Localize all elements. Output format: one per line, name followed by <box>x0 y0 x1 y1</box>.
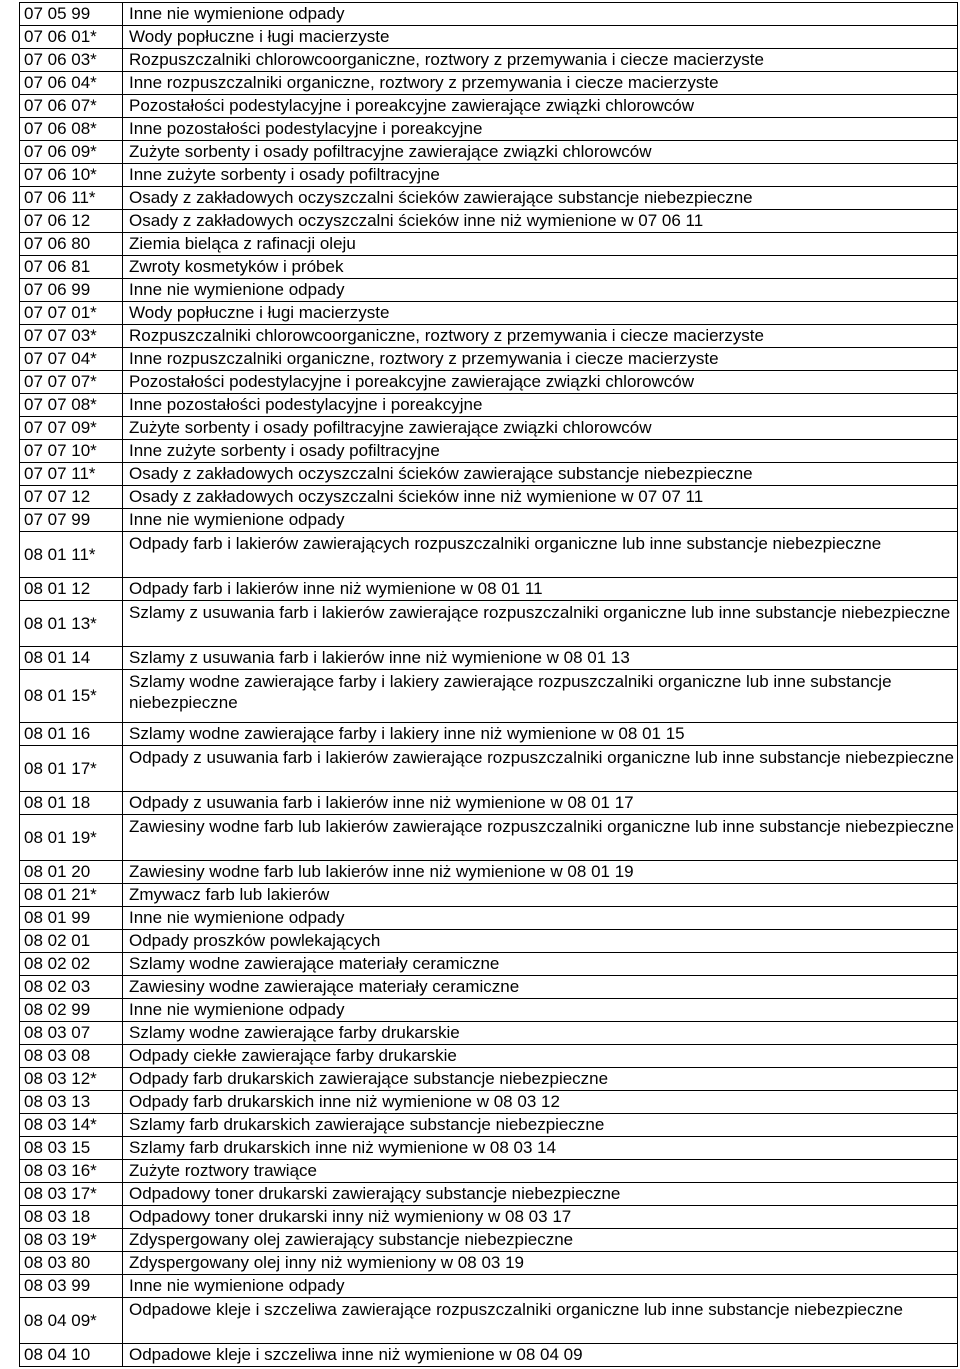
waste-description-cell: Zdyspergowany olej zawierający substancje niebezpieczne <box>123 1229 958 1252</box>
waste-description-cell: Zwroty kosmetyków i próbek <box>123 256 958 279</box>
waste-code-cell: 08 01 14 <box>20 647 123 670</box>
table-row <box>20 394 958 417</box>
waste-description-cell: Odpady ciekłe zawierające farby drukarskie <box>123 1045 958 1068</box>
waste-code-cell: 07 07 03* <box>20 325 123 348</box>
waste-description-cell: Odpadowe kleje i szczeliwa zawierające rozpuszczalniki organiczne lub inne substancje niebezpieczne <box>123 1298 958 1344</box>
waste-description-cell: Inne zużyte sorbenty i osady pofiltracyjne <box>123 440 958 463</box>
waste-code-cell: 07 07 04* <box>20 348 123 371</box>
waste-description-cell: Zdyspergowany olej inny niż wymieniony w 08 03 19 <box>123 1252 958 1275</box>
table-row <box>20 746 958 792</box>
waste-description-cell: Odpady z usuwania farb i lakierów zawierające rozpuszczalniki organiczne lub inne substancje niebezpieczne <box>123 746 958 792</box>
waste-code-cell: 08 03 99 <box>20 1275 123 1298</box>
table-row <box>20 647 958 670</box>
table-row <box>20 976 958 999</box>
table-row <box>20 1068 958 1091</box>
waste-code-cell: 08 01 99 <box>20 907 123 930</box>
waste-description-cell: Odpady farb i lakierów inne niż wymienione w 08 01 11 <box>123 578 958 601</box>
waste-code-cell: 07 06 09* <box>20 141 123 164</box>
table-row <box>20 509 958 532</box>
table-row <box>20 72 958 95</box>
waste-code-cell: 07 06 11* <box>20 187 123 210</box>
table-row <box>20 371 958 394</box>
waste-code-cell: 07 06 99 <box>20 279 123 302</box>
waste-code-cell: 07 07 09* <box>20 417 123 440</box>
waste-code-cell: 08 03 15 <box>20 1137 123 1160</box>
table-row <box>20 1252 958 1275</box>
table-row <box>20 1137 958 1160</box>
waste-description-cell: Wody popłuczne i ługi macierzyste <box>123 26 958 49</box>
waste-description-cell: Inne nie wymienione odpady <box>123 999 958 1022</box>
waste-description-cell: Odpady farb i lakierów zawierających rozpuszczalniki organiczne lub inne substancje niebezpieczne <box>123 532 958 578</box>
waste-code-cell: 08 04 09* <box>20 1298 123 1344</box>
waste-code-cell: 07 07 08* <box>20 394 123 417</box>
table-row <box>20 440 958 463</box>
waste-description-cell: Osady z zakładowych oczyszczalni ścieków zawierające substancje niebezpieczne <box>123 463 958 486</box>
waste-description-cell: Szlamy farb drukarskich inne niż wymienione w 08 03 14 <box>123 1137 958 1160</box>
waste-description-cell: Zmywacz farb lub lakierów <box>123 884 958 907</box>
waste-description-cell: Zużyte sorbenty i osady pofiltracyjne zawierające związki chlorowców <box>123 141 958 164</box>
waste-description-cell: Pozostałości podestylacyjne i poreakcyjne zawierające związki chlorowców <box>123 95 958 118</box>
waste-code-cell: 08 01 18 <box>20 792 123 815</box>
table-row <box>20 26 958 49</box>
waste-code-cell: 07 06 08* <box>20 118 123 141</box>
waste-description-cell: Inne nie wymienione odpady <box>123 907 958 930</box>
waste-description-cell: Inne nie wymienione odpady <box>123 1275 958 1298</box>
waste-code-cell: 07 06 80 <box>20 233 123 256</box>
waste-code-cell: 08 01 11* <box>20 532 123 578</box>
waste-code-cell: 08 03 17* <box>20 1183 123 1206</box>
table-row <box>20 1275 958 1298</box>
table-row <box>20 118 958 141</box>
waste-code-cell: 07 05 99 <box>20 3 123 26</box>
waste-description-cell: Szlamy wodne zawierające farby drukarskie <box>123 1022 958 1045</box>
waste-code-cell: 07 07 12 <box>20 486 123 509</box>
table-row <box>20 532 958 578</box>
waste-description-cell: Ziemia bieląca z rafinacji oleju <box>123 233 958 256</box>
waste-description-cell: Inne nie wymienione odpady <box>123 509 958 532</box>
waste-code-cell: 07 06 12 <box>20 210 123 233</box>
table-row <box>20 3 958 26</box>
waste-code-cell: 07 06 07* <box>20 95 123 118</box>
table-row <box>20 486 958 509</box>
waste-description-cell: Odpadowy toner drukarski zawierający substancje niebezpieczne <box>123 1183 958 1206</box>
table-row <box>20 723 958 746</box>
waste-code-cell: 07 07 07* <box>20 371 123 394</box>
table-row <box>20 210 958 233</box>
waste-code-cell: 08 03 08 <box>20 1045 123 1068</box>
waste-description-cell: Inne rozpuszczalniki organiczne, roztwory z przemywania i ciecze macierzyste <box>123 348 958 371</box>
table-row <box>20 164 958 187</box>
waste-description-cell: Odpadowy toner drukarski inny niż wymieniony w 08 03 17 <box>123 1206 958 1229</box>
waste-code-cell: 07 07 01* <box>20 302 123 325</box>
waste-code-cell: 07 06 04* <box>20 72 123 95</box>
table-row <box>20 187 958 210</box>
table-row <box>20 325 958 348</box>
waste-code-cell: 08 01 17* <box>20 746 123 792</box>
waste-description-cell: Inne nie wymienione odpady <box>123 3 958 26</box>
waste-code-cell: 08 01 19* <box>20 815 123 861</box>
waste-code-table-body <box>20 3 958 1367</box>
waste-code-cell: 08 02 03 <box>20 976 123 999</box>
waste-description-cell: Rozpuszczalniki chlorowcoorganiczne, roztwory z przemywania i ciecze macierzyste <box>123 49 958 72</box>
table-row <box>20 233 958 256</box>
table-row <box>20 1229 958 1252</box>
table-row <box>20 907 958 930</box>
waste-description-cell: Inne pozostałości podestylacyjne i poreakcyjne <box>123 394 958 417</box>
waste-code-cell: 08 03 07 <box>20 1022 123 1045</box>
waste-code-table <box>19 2 958 1367</box>
waste-code-cell: 07 06 10* <box>20 164 123 187</box>
table-row <box>20 302 958 325</box>
waste-description-cell: Inne rozpuszczalniki organiczne, roztwory z przemywania i ciecze macierzyste <box>123 72 958 95</box>
table-row <box>20 1344 958 1367</box>
waste-code-cell: 08 01 12 <box>20 578 123 601</box>
table-row <box>20 1045 958 1068</box>
waste-description-cell: Odpady proszków powlekających <box>123 930 958 953</box>
waste-description-cell: Zawiesiny wodne farb lub lakierów inne niż wymienione w 08 01 19 <box>123 861 958 884</box>
table-row <box>20 578 958 601</box>
waste-description-cell: Zużyte sorbenty i osady pofiltracyjne zawierające związki chlorowców <box>123 417 958 440</box>
table-row <box>20 463 958 486</box>
table-row <box>20 1114 958 1137</box>
waste-code-cell: 08 03 18 <box>20 1206 123 1229</box>
waste-description-cell: Osady z zakładowych oczyszczalni ścieków inne niż wymienione w 07 06 11 <box>123 210 958 233</box>
table-row <box>20 670 958 723</box>
waste-code-cell: 08 02 99 <box>20 999 123 1022</box>
waste-description-cell: Wody popłuczne i ługi macierzyste <box>123 302 958 325</box>
waste-description-cell: Odpadowe kleje i szczeliwa inne niż wymienione w 08 04 09 <box>123 1344 958 1367</box>
table-row <box>20 953 958 976</box>
waste-description-cell: Odpady farb drukarskich inne niż wymienione w 08 03 12 <box>123 1091 958 1114</box>
table-row <box>20 417 958 440</box>
table-row <box>20 95 958 118</box>
waste-description-cell: Odpady farb drukarskich zawierające substancje niebezpieczne <box>123 1068 958 1091</box>
waste-code-cell: 08 01 20 <box>20 861 123 884</box>
table-row <box>20 861 958 884</box>
waste-description-cell: Zawiesiny wodne zawierające materiały ceramiczne <box>123 976 958 999</box>
waste-description-cell: Osady z zakładowych oczyszczalni ścieków inne niż wymienione w 07 07 11 <box>123 486 958 509</box>
waste-code-cell: 08 01 16 <box>20 723 123 746</box>
waste-code-cell: 08 03 12* <box>20 1068 123 1091</box>
waste-code-cell: 07 06 01* <box>20 26 123 49</box>
waste-code-cell: 08 01 15* <box>20 670 123 723</box>
waste-code-cell: 07 07 11* <box>20 463 123 486</box>
waste-description-cell: Szlamy wodne zawierające materiały ceramiczne <box>123 953 958 976</box>
table-row <box>20 141 958 164</box>
waste-description-cell: Inne pozostałości podestylacyjne i poreakcyjne <box>123 118 958 141</box>
table-row <box>20 348 958 371</box>
waste-description-cell: Szlamy z usuwania farb i lakierów zawierające rozpuszczalniki organiczne lub inne substancje niebezpieczne <box>123 601 958 647</box>
waste-code-cell: 08 02 02 <box>20 953 123 976</box>
waste-description-cell: Inne zużyte sorbenty i osady pofiltracyjne <box>123 164 958 187</box>
table-row <box>20 930 958 953</box>
waste-description-cell: Rozpuszczalniki chlorowcoorganiczne, roztwory z przemywania i ciecze macierzyste <box>123 325 958 348</box>
waste-description-cell: Odpady z usuwania farb i lakierów inne niż wymienione w 08 01 17 <box>123 792 958 815</box>
waste-description-cell: Pozostałości podestylacyjne i poreakcyjne zawierające związki chlorowców <box>123 371 958 394</box>
table-row <box>20 1022 958 1045</box>
table-row <box>20 1206 958 1229</box>
waste-description-cell: Szlamy z usuwania farb i lakierów inne niż wymienione w 08 01 13 <box>123 647 958 670</box>
table-row <box>20 1091 958 1114</box>
waste-code-cell: 07 07 99 <box>20 509 123 532</box>
waste-code-cell: 08 03 16* <box>20 1160 123 1183</box>
waste-description-cell: Zawiesiny wodne farb lub lakierów zawierające rozpuszczalniki organiczne lub inne substancje niebezpieczne <box>123 815 958 861</box>
table-row <box>20 256 958 279</box>
table-row <box>20 1160 958 1183</box>
waste-code-cell: 08 04 10 <box>20 1344 123 1367</box>
table-row <box>20 792 958 815</box>
waste-description-cell: Szlamy wodne zawierające farby i lakiery inne niż wymienione w 08 01 15 <box>123 723 958 746</box>
waste-code-cell: 07 06 81 <box>20 256 123 279</box>
waste-code-cell: 08 01 13* <box>20 601 123 647</box>
waste-description-cell: Szlamy wodne zawierające farby i lakiery zawierające rozpuszczalniki organiczne lub inne substancje niebezpieczne <box>123 670 958 723</box>
waste-description-cell: Szlamy farb drukarskich zawierające substancje niebezpieczne <box>123 1114 958 1137</box>
waste-code-cell: 08 03 13 <box>20 1091 123 1114</box>
waste-code-cell: 08 01 21* <box>20 884 123 907</box>
table-row <box>20 999 958 1022</box>
table-row <box>20 815 958 861</box>
waste-code-cell: 08 03 19* <box>20 1229 123 1252</box>
waste-description-cell: Osady z zakładowych oczyszczalni ścieków zawierające substancje niebezpieczne <box>123 187 958 210</box>
waste-description-cell: Inne nie wymienione odpady <box>123 279 958 302</box>
table-row <box>20 884 958 907</box>
waste-code-cell: 08 02 01 <box>20 930 123 953</box>
waste-code-cell: 08 03 14* <box>20 1114 123 1137</box>
waste-code-cell: 07 06 03* <box>20 49 123 72</box>
waste-description-cell: Zużyte roztwory trawiące <box>123 1160 958 1183</box>
table-row <box>20 1298 958 1344</box>
table-row <box>20 601 958 647</box>
waste-code-cell: 07 07 10* <box>20 440 123 463</box>
table-row <box>20 49 958 72</box>
table-row <box>20 1183 958 1206</box>
table-row <box>20 279 958 302</box>
waste-code-cell: 08 03 80 <box>20 1252 123 1275</box>
